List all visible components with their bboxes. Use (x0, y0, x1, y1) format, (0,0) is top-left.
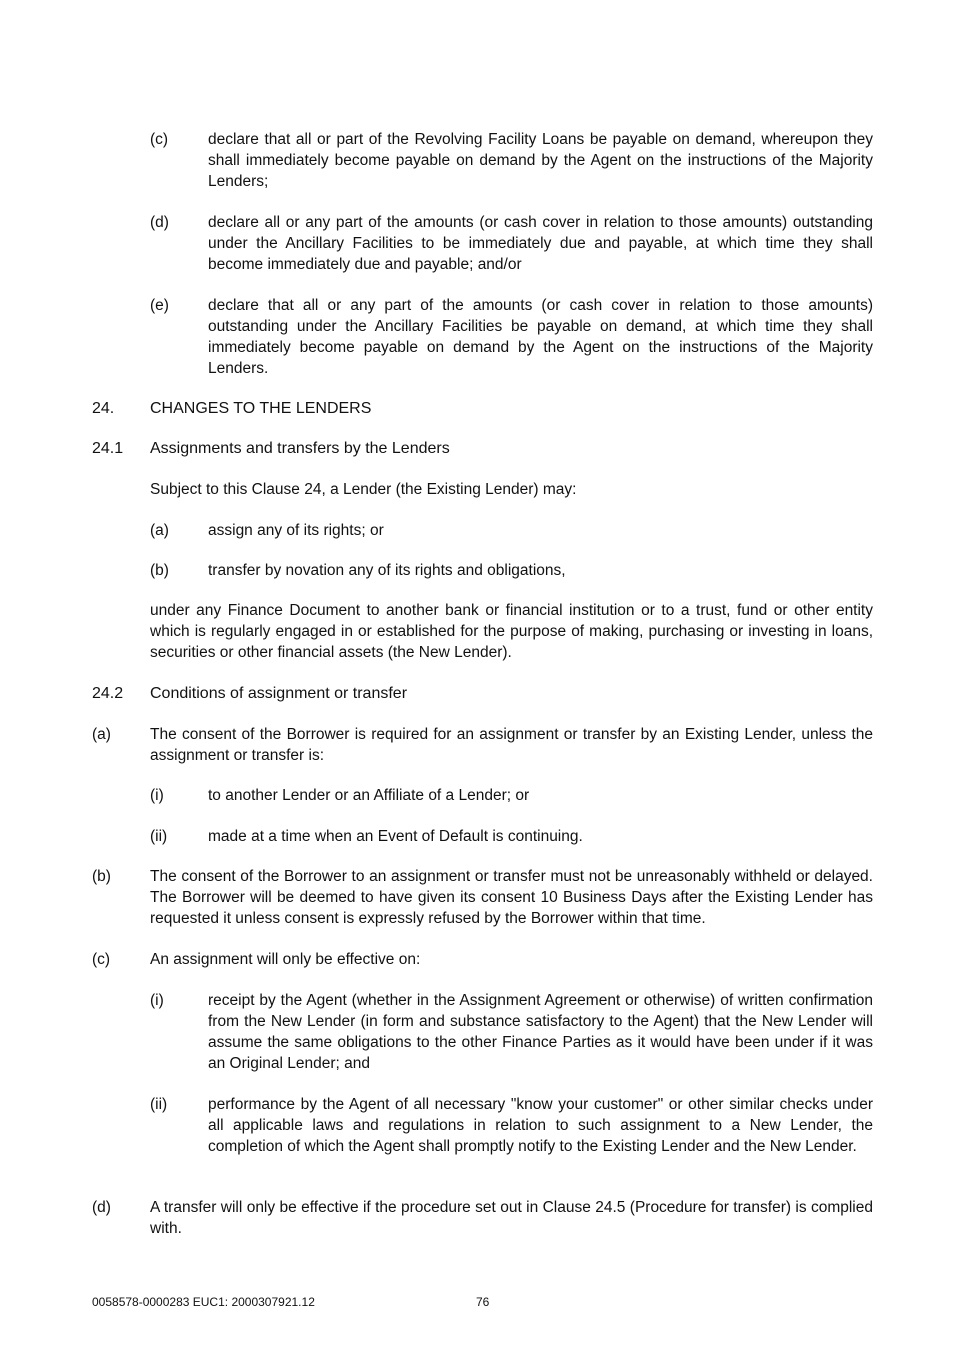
page-number: 76 (476, 1295, 490, 1309)
clause-text: The consent of the Borrower is required for an assignment or transfer by an Existing Lender, unless the assignment or transfer is: (150, 726, 873, 764)
clause-number: (i) (150, 992, 164, 1009)
footer-doc-ref: 0058578-0000283 EUC1: 2000307921.12 (92, 1295, 315, 1309)
clause-text: receipt by the Agent (whether in the Assignment Agreement or otherwise) of written confirmation from the New Lender (in form and substance satisfactory to the Agent) that the New Lender will assume the same obligations to the other Finance Parties as it would have been under if it was an Original Lender; and (208, 992, 873, 1072)
clause-number: 24.2 (92, 685, 124, 702)
clause-number: (a) (150, 522, 169, 539)
clause-text: assign any of its rights; or (208, 522, 384, 539)
clause-number: (d) (150, 214, 169, 231)
clause-text: made at a time when an Event of Default is continuing. (208, 828, 583, 845)
clause-text: CHANGES TO THE LENDERS (150, 400, 372, 417)
clause-text: declare that all or part of the Revolving Facility Loans be payable on demand, whereupon they shall immediately become payable on demand by the Agent on the instructions of the Majority Lenders; (208, 131, 873, 190)
clause-number: (ii) (150, 1096, 168, 1113)
clause-number: (e) (150, 297, 169, 314)
clause-number: (a) (92, 726, 111, 743)
clause-text: Assignments and transfers by the Lenders (150, 440, 450, 457)
clause-text: transfer by novation any of its rights and obligations, (208, 562, 566, 579)
clause-text: Subject to this Clause 24, a Lender (the Existing Lender) may: (150, 481, 577, 498)
clause-number: (c) (150, 131, 169, 148)
clause-number: (d) (92, 1199, 111, 1216)
clause-text: declare that all or any part of the amounts (or cash cover in relation to those amounts) outstanding under the Ancillary Facilities be payable on demand, at which time they shall immediately become payable on demand by the Agent on the instructions of the Majority Lenders. (208, 297, 873, 377)
clause-text: declare all or any part of the amounts (or cash cover in relation to those amounts) outstanding under the Ancillary Facilities to be immediately due and payable, at which time they shall become immediately due and payable; and/or (208, 214, 873, 273)
clause-number: (b) (92, 868, 111, 885)
clause-number: (b) (150, 562, 169, 579)
clause-text: to another Lender or an Affiliate of a Lender; or (208, 787, 530, 804)
clause-text: A transfer will only be effective if the procedure set out in Clause 24.5 (Procedure for transfer) is complied with. (150, 1199, 873, 1237)
clause-number: 24.1 (92, 440, 124, 457)
clause-text: An assignment will only be effective on: (150, 951, 421, 968)
clause-number: 24. (92, 400, 115, 417)
clause-number: (c) (92, 951, 111, 968)
clause-number: (i) (150, 787, 164, 804)
clause-text: performance by the Agent of all necessary "know your customer" or other similar checks under all applicable laws and regulations in relation to such assignment to a New Lender, the completion of which the Agent shall promptly notify to the Existing Lender and the New Lender. (208, 1096, 873, 1155)
clause-text: The consent of the Borrower to an assignment or transfer must not be unreasonably withheld or delayed. The Borrower will be deemed to have given its consent 10 Business Days after the Existing Lender has requested it unless consent is expressly refused by the Borrower within that time. (150, 868, 873, 927)
clause-text: Conditions of assignment or transfer (150, 685, 408, 702)
clause-text: under any Finance Document to another bank or financial institution or to a trust, fund or other entity which is regularly engaged in or established for the purpose of making, purchasing or investing in loans, securities or other financial assets (the New Lender). (150, 602, 873, 661)
clause-number: (ii) (150, 828, 168, 845)
